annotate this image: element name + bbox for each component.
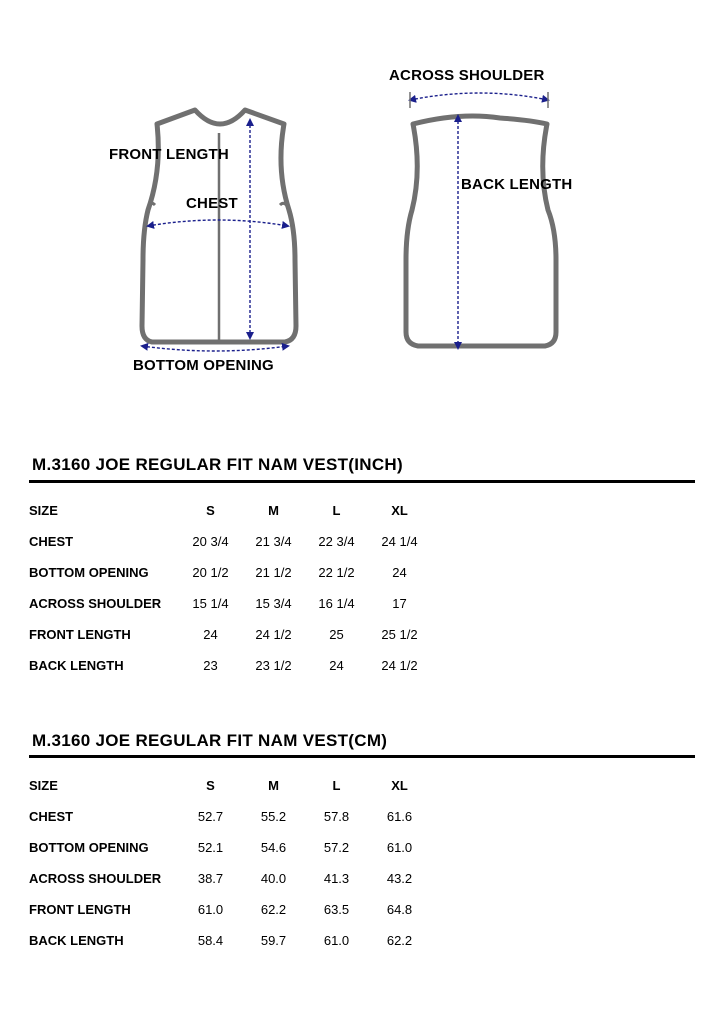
table-row <box>29 894 431 925</box>
cm-header-row <box>29 770 431 801</box>
across-shoulder-arrow <box>410 93 548 100</box>
row-label: CHEST <box>29 809 74 824</box>
inch-col-l: L <box>332 503 341 518</box>
row-label: BACK LENGTH <box>29 658 124 673</box>
measurement-diagram <box>0 0 723 400</box>
cell-value: 21 1/2 <box>255 565 292 580</box>
cell-value: 24 <box>329 658 344 673</box>
table-row <box>29 925 431 956</box>
cell-value: 61.6 <box>386 809 413 824</box>
cell-value: 15 1/4 <box>192 596 229 611</box>
cell-value: 58.4 <box>197 933 224 948</box>
cell-value: 22 1/2 <box>318 565 355 580</box>
table-row <box>29 619 431 650</box>
table-row <box>29 863 431 894</box>
cell-value: 15 3/4 <box>255 596 292 611</box>
row-label: FRONT LENGTH <box>29 627 131 642</box>
row-label: FRONT LENGTH <box>29 902 131 917</box>
table-row <box>29 650 431 681</box>
inch-size-table <box>29 495 431 681</box>
across-shoulder-label: ACROSS SHOULDER <box>389 67 545 84</box>
cell-value: 57.2 <box>323 840 350 855</box>
table-row <box>29 801 431 832</box>
bottom-opening-arrow <box>142 346 288 351</box>
cell-value: 24 1/4 <box>381 534 418 549</box>
cell-value: 20 1/2 <box>192 565 229 580</box>
row-label: ACROSS SHOULDER <box>29 871 162 886</box>
back-vest <box>406 92 556 348</box>
inch-col-s: S <box>206 503 215 518</box>
bottom-opening-label: BOTTOM OPENING <box>133 357 274 374</box>
inch-header-row <box>29 495 431 526</box>
cell-value: 55.2 <box>260 809 287 824</box>
row-label: BACK LENGTH <box>29 933 124 948</box>
row-label: ACROSS SHOULDER <box>29 596 162 611</box>
cell-value: 59.7 <box>260 933 287 948</box>
cm-size-table <box>29 770 431 956</box>
inch-table-title: M.3160 JOE REGULAR FIT NAM VEST(INCH) <box>32 455 403 474</box>
cm-col-m: M <box>268 778 279 793</box>
vest-illustration <box>0 0 723 400</box>
cell-value: 40.0 <box>260 871 287 886</box>
cell-value: 16 1/4 <box>318 596 355 611</box>
cell-value: 24 <box>392 565 407 580</box>
table-row <box>29 557 431 588</box>
front-length-label: FRONT LENGTH <box>109 146 229 163</box>
cell-value: 61.0 <box>386 840 413 855</box>
cell-value: 24 1/2 <box>381 658 418 673</box>
chest-label: CHEST <box>186 195 238 212</box>
cell-value: 52.7 <box>197 809 224 824</box>
cell-value: 25 <box>329 627 344 642</box>
cm-col-size: SIZE <box>29 778 58 793</box>
cm-table-divider <box>29 755 695 758</box>
cm-col-s: S <box>206 778 215 793</box>
cell-value: 25 1/2 <box>381 627 418 642</box>
inch-col-m: M <box>268 503 279 518</box>
cm-col-l: L <box>332 778 341 793</box>
cell-value: 38.7 <box>197 871 224 886</box>
cell-value: 57.8 <box>323 809 350 824</box>
cell-value: 21 3/4 <box>255 534 292 549</box>
inch-table-divider <box>29 480 695 483</box>
cm-table-title: M.3160 JOE REGULAR FIT NAM VEST(CM) <box>32 731 388 750</box>
cell-value: 54.6 <box>260 840 287 855</box>
cell-value: 23 <box>203 658 218 673</box>
cell-value: 43.2 <box>386 871 413 886</box>
back-length-label: BACK LENGTH <box>461 176 573 193</box>
table-row <box>29 588 431 619</box>
cell-value: 20 3/4 <box>192 534 229 549</box>
cell-value: 23 1/2 <box>255 658 292 673</box>
cell-value: 24 1/2 <box>255 627 292 642</box>
cm-col-xl: XL <box>391 778 408 793</box>
cell-value: 61.0 <box>323 933 350 948</box>
cell-value: 61.0 <box>197 902 224 917</box>
cell-value: 63.5 <box>323 902 350 917</box>
cell-value: 41.3 <box>323 871 350 886</box>
cell-value: 24 <box>203 627 218 642</box>
row-label: CHEST <box>29 534 74 549</box>
cell-value: 62.2 <box>260 902 287 917</box>
inch-col-size: SIZE <box>29 503 58 518</box>
table-row <box>29 526 431 557</box>
row-label: BOTTOM OPENING <box>29 840 149 855</box>
cell-value: 62.2 <box>386 933 413 948</box>
cell-value: 22 3/4 <box>318 534 355 549</box>
row-label: BOTTOM OPENING <box>29 565 149 580</box>
back-vest-outline <box>406 116 556 346</box>
table-row <box>29 832 431 863</box>
inch-col-xl: XL <box>391 503 408 518</box>
cell-value: 17 <box>392 596 407 611</box>
cell-value: 52.1 <box>197 840 224 855</box>
cell-value: 64.8 <box>386 902 413 917</box>
